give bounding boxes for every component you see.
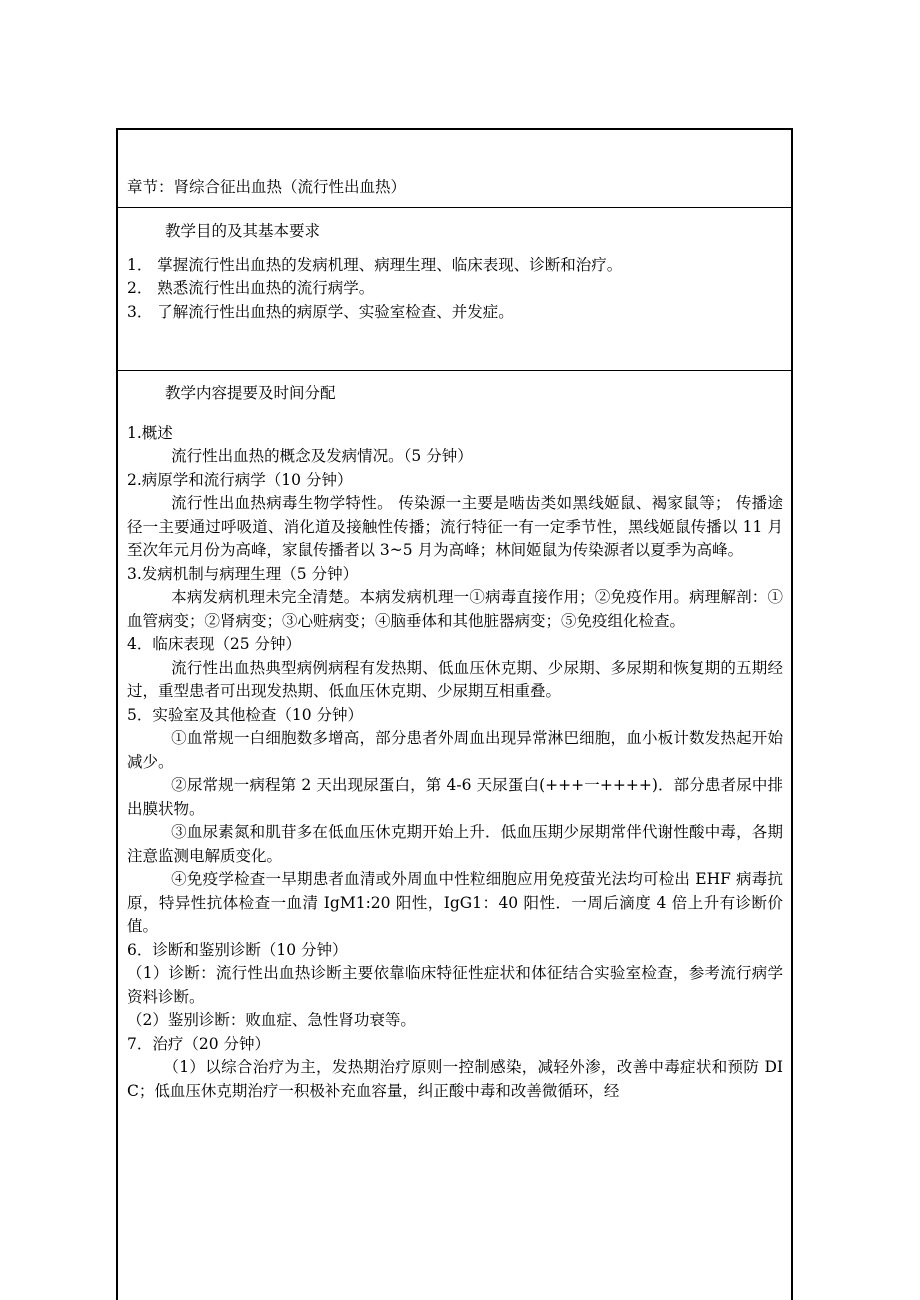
section-6-paragraph-1: （1）诊断：流行性出血热诊断主要依靠临床特征性症状和体征结合实验室检查，参考流行病学资料诊断。 [127,964,783,1006]
section-5-title: 5．实验室及其他检查（10 分钟） [127,705,364,724]
section-2-title: 2.病原学和流行病学（10 分钟） [127,470,353,489]
content-heading: 教学内容提要及时间分配 [165,384,336,402]
section-5-paragraph-1: ①血常规一白细胞数多增高，部分患者外周血出现异常淋巴细胞，血小板计数发热起开始减少。 [127,729,783,771]
chapter-title: 章节：肾综合征出血热（流行性出血热） [127,178,407,196]
section-2-paragraph: 流行性出血热病毒生物学特性。 传染源一主要是啮齿类如黑线姬鼠、褐家鼠等； 传播途径一主要通过呼吸道、消化道及接触性传播；流行特征一有一定季节性，黑线姬鼠传播以 11 月至次年元月份为高峰，家鼠传播者以 3~5 月为高峰；林间姬鼠为传染源者以夏季为高峰。 [127,494,783,559]
section-1-paragraph: 流行性出血热的概念及发病情况。（5 分钟） [171,447,473,465]
section-5-paragraph-4: ④免疫学检查一早期患者血清或外周血中性粒细胞应用免疫萤光法均可检出 EHF 病毒抗原，特异性抗体检查一血清 IgM1:20 阳性，IgG1：40 阳性．一周后滴度 4 倍上升有诊断价值。 [127,870,783,935]
section-4-paragraph: 流行性出血热典型病例病程有发热期、低血压休克期、少尿期、多尿期和恢复期的五期经过，重型患者可出现发热期、低血压休克期、少尿期互相重叠。 [127,658,783,700]
section-7-title: 7．治疗（20 分钟） [127,1034,271,1053]
section-1-title: 1.概述 [127,423,173,442]
section-7-paragraph-1: （1）以综合治疗为主，发热期治疗原则一控制感染，减轻外渗，改善中毒症状和预防 DIC；低血压休克期治疗一积极补充血容量，纠正酸中毒和改善微循环，经 [127,1058,783,1100]
goals-heading: 教学目的及其基本要求 [165,222,321,240]
goals-row [118,208,791,371]
chapter-row [118,130,791,208]
lesson-plan-table [116,128,793,1300]
goal-item-1: 1． 掌握流行性出血热的发病机理、病理生理、临床表现、诊断和治疗。 [127,255,623,274]
section-6-title: 6．诊断和鉴别诊断（10 分钟） [127,940,348,959]
section-5-paragraph-3: ③血尿素氮和肌苷多在低血压休克期开始上升．低血压期少尿期常伴代谢性酸中毒，各期注意监测电解质变化。 [127,823,783,865]
section-4-title: 4．临床表现（25 分钟） [127,635,302,653]
goal-item-3: 3． 了解流行性出血热的病原学、实验室检查、并发症。 [127,302,514,321]
section-6-paragraph-2: （2）鉴别诊断：败血症、急性肾功衰等。 [127,1011,416,1029]
goal-item-2: 2． 熟悉流行性出血热的流行病学。 [127,279,375,297]
content-row [118,371,791,1103]
section-3-paragraph: 本病发病机理未完全清楚。本病发病机理一①病毒直接作用；②免疫作用。病理解剖：①血管病变；②肾病变；③心赃病变；④脑垂体和其他脏器病变；⑤免疫组化检查。 [127,588,783,630]
section-5-paragraph-2: ②尿常规一病程第 2 天出现尿蛋白，第 4-6 天尿蛋白(+++一++++)．部分患者尿中排出膜状物。 [127,776,783,818]
section-3-title: 3.发病机制与病理生理（5 分钟） [127,564,359,583]
